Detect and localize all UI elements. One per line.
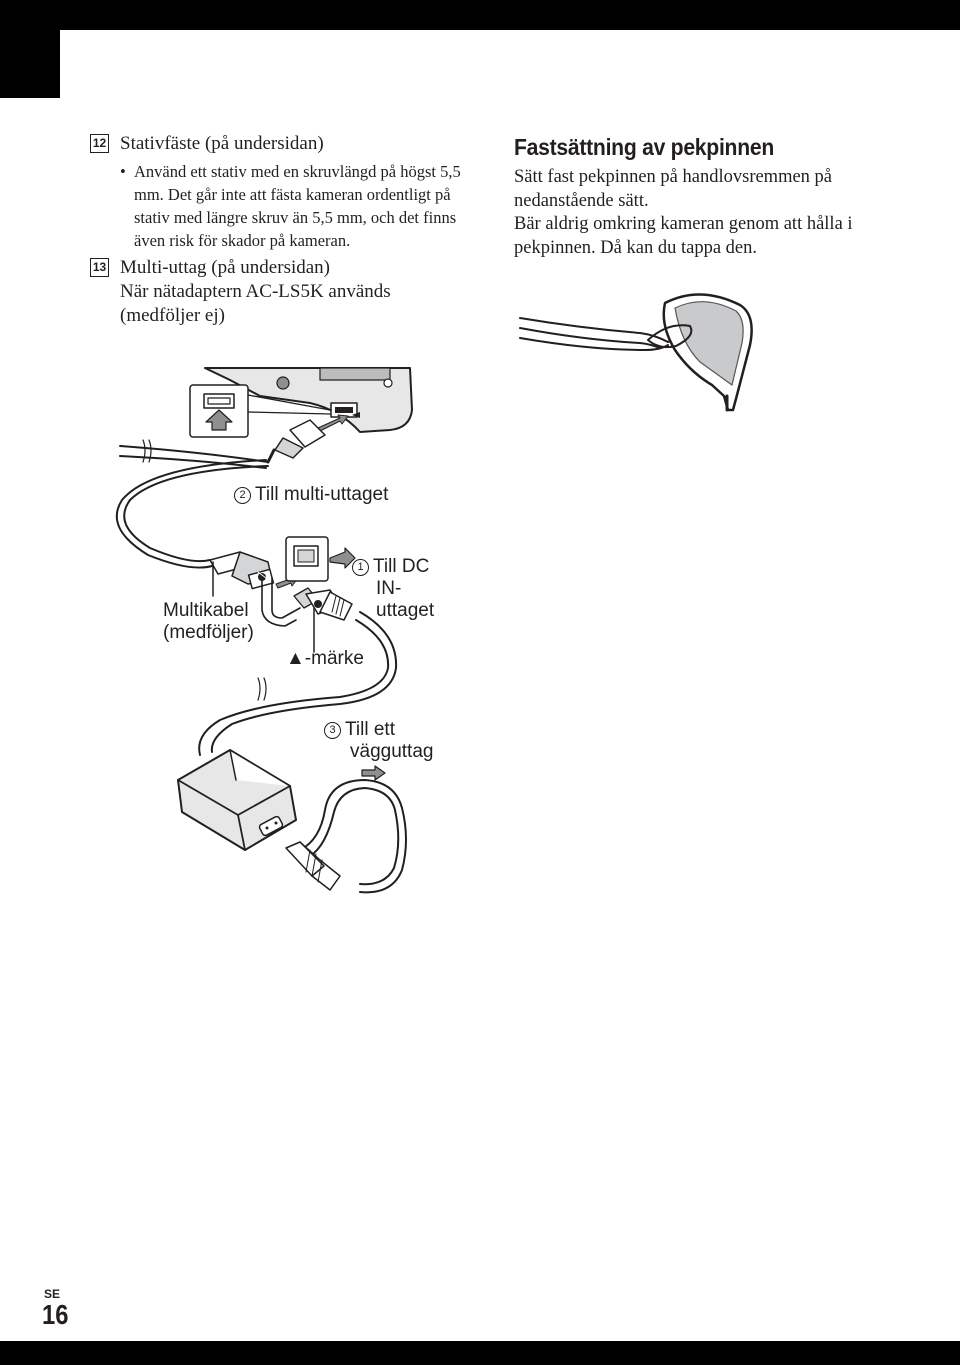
item-13-text: När nätadaptern AC-LS5K används (medföljer ej) — [120, 281, 391, 326]
step-2-number: 2 — [234, 487, 251, 504]
step-1-text-l1: Till DC — [373, 556, 430, 577]
stylus-strap-illustration — [520, 294, 752, 410]
label-to-multi-port — [234, 484, 388, 506]
multicable-text-l2: (medföljer) — [163, 622, 254, 643]
item-12-bullet: • Använd ett stativ med en skruvlängd på högst 5,5 mm. Det går inte att fästa kameran ordentligt på stativ med längre skruv än 5,5 mm, och det finns även risk för skador på kameran. — [120, 160, 470, 252]
item-12-title: Stativfäste (på undersidan) — [120, 133, 324, 154]
step-1-text-l2: IN- — [376, 578, 402, 599]
item-13-number: 13 — [90, 258, 109, 277]
step-2-text: Till multi-uttaget — [255, 484, 389, 505]
step-3-text-l1: Till ett — [345, 719, 395, 740]
bottom-black-bar — [0, 1341, 960, 1365]
label-triangle-mark — [286, 648, 364, 670]
language-code: SE — [44, 1287, 61, 1301]
item-12-number: 12 — [90, 134, 109, 153]
step-1-number: 1 — [352, 559, 369, 576]
label-multicable — [163, 600, 254, 644]
section-heading: Fastsättning av pekpinnen — [514, 134, 775, 160]
step-3-number: 3 — [324, 722, 341, 739]
page-number: 16 — [42, 1299, 69, 1330]
paragraph-warning: Bär aldrig omkring kameran genom att hålla i pekpinnen. Då kan du tappa den. — [514, 214, 853, 258]
mark-text: ▲-märke — [286, 648, 364, 669]
paragraph-attach: Sätt fast pekpinnen på handlovsremmen på nedanstående sätt. — [514, 167, 833, 211]
label-to-wall-outlet — [324, 719, 433, 763]
ac-adapter-illustration — [178, 750, 385, 890]
label-to-dc-in — [352, 556, 434, 622]
multicable-text-l1: Multikabel — [163, 600, 249, 621]
camera-underside-illustration — [190, 368, 412, 462]
step-3-text-l2: vägguttag — [350, 741, 434, 762]
item-13-title: Multi-uttag (på undersidan) — [120, 257, 331, 278]
step-1-text-l3: uttaget — [376, 600, 435, 621]
